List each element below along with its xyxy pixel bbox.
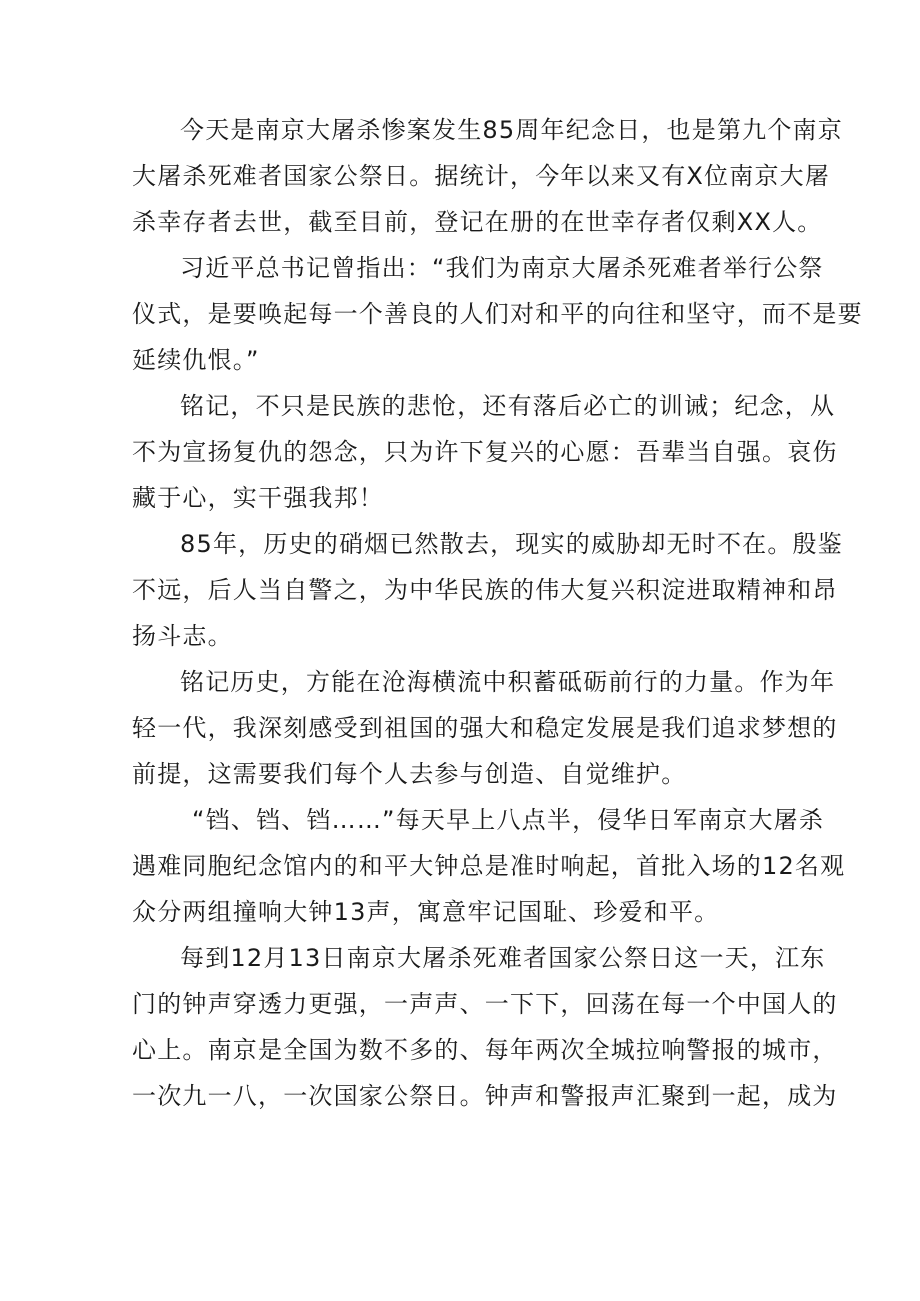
text-line: 门的钟声穿透力更强，一声声、一下下，回荡在每一个中国人的: [132, 990, 838, 1018]
text-line: 仪式，是要唤起每一个善良的人们对和平的向往和坚守，而不是要: [132, 300, 863, 328]
text-line: 扬斗志。: [132, 622, 233, 650]
text-line: 延续仇恨。”: [132, 346, 260, 374]
paragraph-4: [132, 521, 843, 659]
article-body: [132, 107, 863, 1119]
text-line: 藏于心，实干强我邦！: [132, 484, 384, 512]
text-line: 心上。南京是全国为数不多的、每年两次全城拉响警报的城市，: [132, 1036, 838, 1064]
paragraph-6: [132, 797, 846, 935]
text-line: 不远，后人当自警之，为中华民族的伟大复兴积淀进取精神和昂: [132, 576, 838, 604]
text-line: 每到12月13日南京大屠杀死难者国家公祭日这一天，江东: [180, 944, 826, 972]
text-line: 一次九一八，一次国家公祭日。钟声和警报声汇聚到一起，成为: [132, 1082, 838, 1110]
text-line: 不为宣扬复仇的怨念，只为许下复兴的心愿：吾辈当自强。哀伤: [132, 438, 838, 466]
text-line: 杀幸存者去世，截至目前，登记在册的在世幸存者仅剩XX人。: [132, 208, 823, 236]
text-line: 前提，这需要我们每个人去参与创造、自觉维护。: [132, 760, 687, 788]
paragraph-3: [132, 383, 838, 521]
text-line: 遇难同胞纪念馆内的和平大钟总是准时响起，首批入场的12名观: [132, 852, 846, 880]
paragraph-7: [132, 935, 838, 1119]
text-line: 众分两组撞响大钟13声，寓意牢记国耻、珍爱和平。: [132, 898, 720, 926]
text-line: 铭记历史，方能在沧海横流中积蓄砥砺前行的力量。作为年: [180, 668, 836, 696]
text-line: 习近平总书记曾指出：“我们为南京大屠杀死难者举行公祭: [180, 254, 824, 282]
text-line: 85年，历史的硝烟已然散去，现实的威胁却无时不在。殷鉴: [180, 530, 843, 558]
text-line: 铭记，不只是民族的悲怆，还有落后必亡的训诫；纪念，从: [180, 392, 836, 420]
text-line: 今天是南京大屠杀惨案发生85周年纪念日，也是第九个南京: [180, 116, 843, 144]
paragraph-2: [132, 245, 863, 383]
paragraph-1: [132, 107, 843, 245]
text-line: 大屠杀死难者国家公祭日。据统计，今年以来又有X位南京大屠: [132, 162, 831, 190]
text-line: 轻一代，我深刻感受到祖国的强大和稳定发展是我们追求梦想的: [132, 714, 838, 742]
paragraph-5: [132, 659, 838, 797]
text-line: “铛、铛、铛……”每天早上八点半，侵华日军南京大屠杀: [192, 806, 825, 834]
